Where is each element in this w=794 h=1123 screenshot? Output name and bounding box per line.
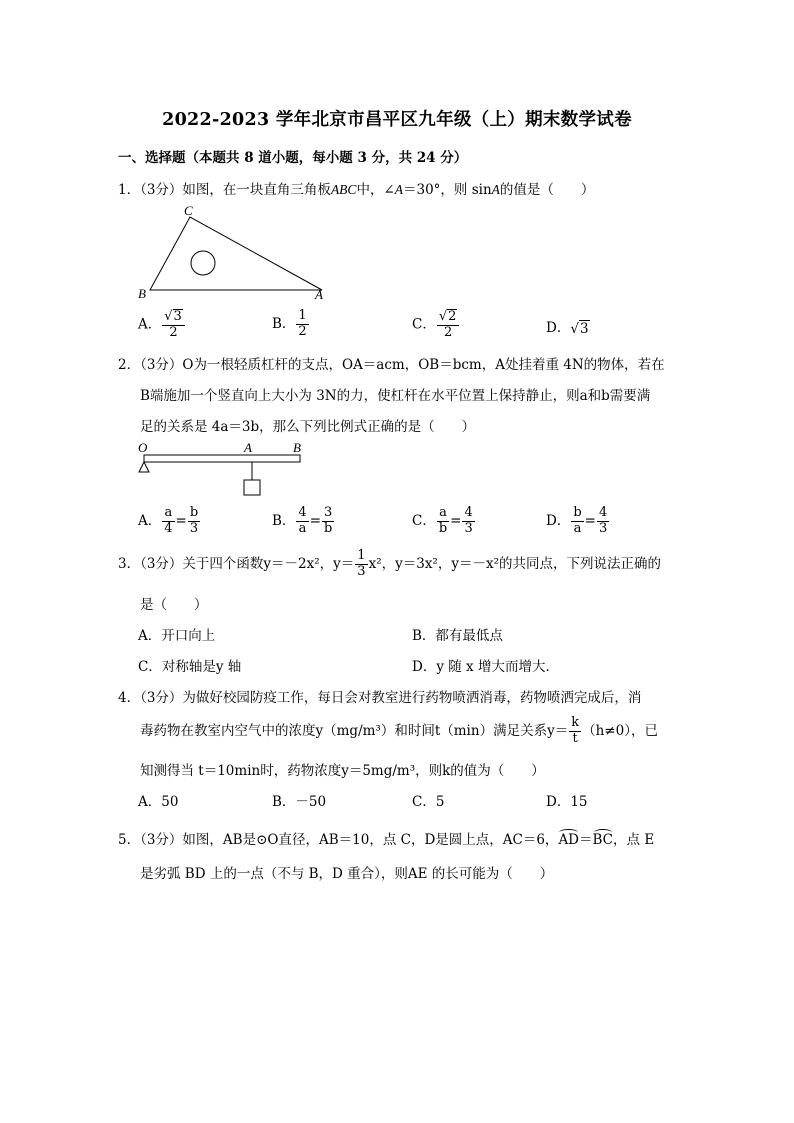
q2-line-2: B端施加一个竖直向上大小为 3N的力，使杠杆在水平位置上保持静止，则a和b需要满 xyxy=(140,388,651,404)
q1-option-c: C． $\frac{√2}{2}$ xyxy=(412,309,460,341)
arc-bc: BC xyxy=(592,832,614,848)
q2-label-b: B xyxy=(293,440,301,455)
q3-option-d: D．y 随 x 增大而增大． xyxy=(412,659,559,675)
fraction: $\frac{a}{b}$ xyxy=(438,505,448,536)
fraction: $\frac{4}{3}$ xyxy=(464,505,473,536)
fraction: $\frac{√2}{2}$ xyxy=(437,309,460,341)
fraction: $\frac{4}{a}$ xyxy=(298,505,307,536)
q1-option-d: D．√3 xyxy=(546,320,589,337)
q1-option-a: A． $\frac{√3}{2}$ xyxy=(138,309,186,341)
q4-line-1: 4．（3分）为做好校园防疫工作，每日会对教室进行药物喷洒消毒，药物喷洒完成后，消 xyxy=(118,690,642,706)
q4-option-c: C．5 xyxy=(412,794,445,810)
q2-option-d: D． $\frac{b}{a}$ = $\frac{4}{3}$ xyxy=(546,505,608,536)
q2-option-a: A． $\frac{a}{4}$ = $\frac{b}{3}$ xyxy=(138,505,199,536)
q3-line-2: 是（ ） xyxy=(140,597,208,613)
q3-option-c: C．对称轴是y 轴 xyxy=(138,659,242,675)
q1-stem xyxy=(118,178,594,198)
fraction: $\frac{k}{t}$ xyxy=(571,715,580,746)
fraction: $\frac{1}{2}$ xyxy=(298,308,307,339)
q1-text-mid: 中，∠ xyxy=(356,182,395,198)
q5-line-2: 是劣弧 BD 上的一点（不与 B，D 重合），则AE 的长可能为（ ） xyxy=(140,866,554,882)
fraction: $\frac{3}{b}$ xyxy=(324,505,333,536)
fraction: $\frac{b}{a}$ xyxy=(573,505,582,536)
q3-line-1: 3．（3分）关于四个函数y＝－2x²，y＝ $\frac{1}{3}$ x²，y＝3x²，y＝－x²的共同点，下列说法正确的 xyxy=(118,548,661,579)
q1-triangle-figure xyxy=(132,200,332,305)
q1-sin-a: A xyxy=(491,182,500,197)
q2-option-b: B． $\frac{4}{a}$ = $\frac{3}{b}$ xyxy=(272,505,333,536)
q1-text-tail: ＝30°，则 sin xyxy=(403,182,492,198)
fraction: $\frac{√3}{2}$ xyxy=(162,309,185,341)
q4-line-3: 知测得当 t＝10min时，药物浓度y＝5mg/m³，则k的值为（ ） xyxy=(140,763,545,779)
q1-angle-a: A xyxy=(394,182,403,197)
q1-label-b: B xyxy=(138,286,146,301)
q2-label-a: A xyxy=(244,440,252,455)
q4-option-b: B．－50 xyxy=(272,794,327,810)
q2-option-c: C． $\frac{a}{b}$ = $\frac{4}{3}$ xyxy=(412,505,473,536)
q4-option-a: A．50 xyxy=(138,794,179,810)
q1-abc: ABC xyxy=(330,182,357,197)
q1-text-end: 的值是（ ） xyxy=(499,182,595,198)
q4-line-2: 毒药物在教室内空气中的浓度y（mg/m³）和时间t（min）满足关系y＝ $\frac{k}{t}$ （h≠0），已 xyxy=(140,715,658,746)
q2-label-o: O xyxy=(138,440,148,455)
q4-option-d: D．15 xyxy=(546,794,588,810)
q3-option-b: B．都有最低点 xyxy=(412,628,503,644)
fraction: $\frac{1}{3}$ xyxy=(357,548,366,579)
q1-label-c: C xyxy=(184,203,193,218)
fraction: $\frac{a}{4}$ xyxy=(164,505,173,536)
q1-option-b: B． $\frac{1}{2}$ xyxy=(272,308,307,339)
section-heading: 一、选择题（本题共 8 道小题，每小题 3 分，共 24 分） xyxy=(118,150,468,166)
q2-lever-figure xyxy=(132,438,312,500)
q1-text: 1．（3分）如图，在一块直角三角板 xyxy=(118,182,331,198)
arc-ad: AD xyxy=(558,832,580,848)
q2-line-3: 足的关系是 4a＝3b，那么下列比例式正确的是（ ） xyxy=(140,419,476,435)
q3-option-a: A．开口向上 xyxy=(138,628,216,644)
page-title: 2022-2023 学年北京市昌平区九年级（上）期末数学试卷 xyxy=(162,110,632,130)
fraction: $\frac{b}{3}$ xyxy=(189,505,199,536)
q5-line-1: 5．（3分）如图，AB是⊙O直径，AB＝10，点 C，D是圆上点，AC＝6，AD＝BC，点 E xyxy=(118,832,655,848)
q1-label-a: A xyxy=(315,287,323,302)
q2-line-1: 2．（3分）O为一根轻质杠杆的支点，OA＝acm，OB＝bcm，A处挂着重 4N的物体，若在 xyxy=(118,357,665,373)
fraction: $\frac{4}{3}$ xyxy=(598,505,608,536)
